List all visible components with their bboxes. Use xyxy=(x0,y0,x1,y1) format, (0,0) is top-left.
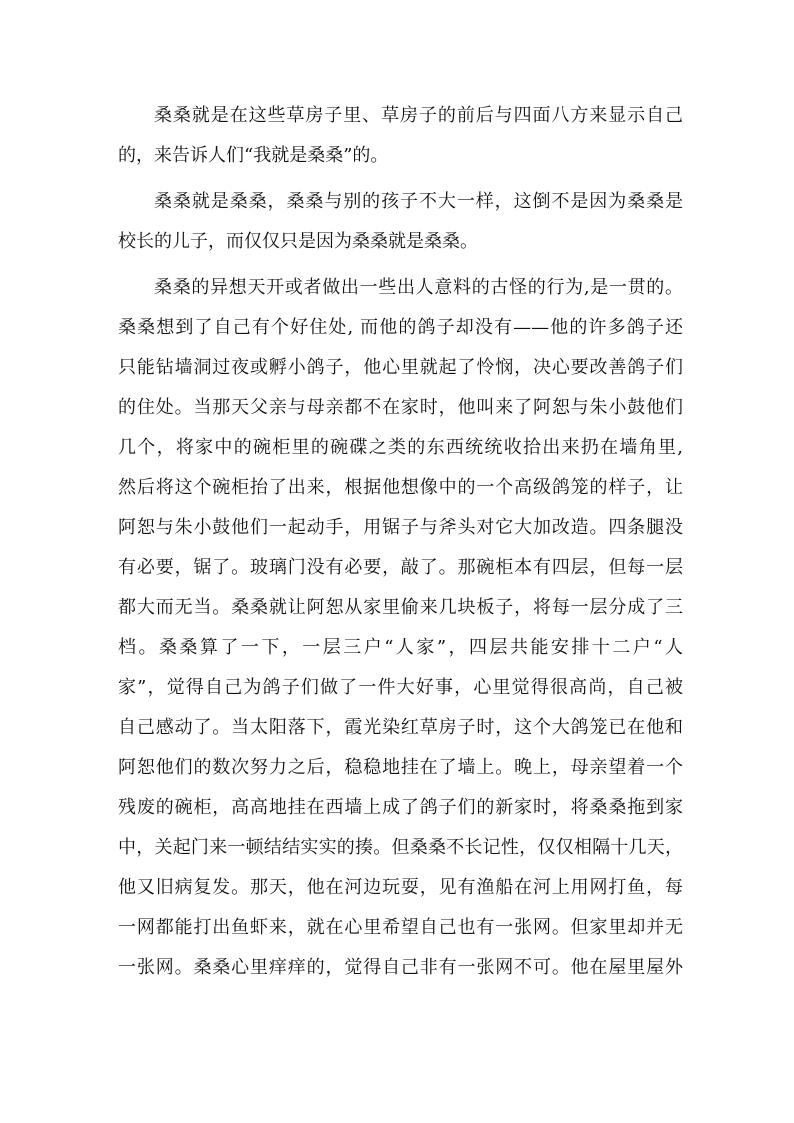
paragraph-1 xyxy=(118,96,683,176)
text-line: 中，关起门来一顿结结实实的揍。但桑桑不长记性，仅仅相隔十几天， xyxy=(118,837,683,858)
text-line: 档。桑桑算了一下，一层三户“人家”，四层共能安排十二户“人 xyxy=(118,637,683,658)
paragraph-2 xyxy=(118,182,683,262)
text-line: 阿恕他们的数次努力之后，稳稳地挂在了墙上。晚上，母亲望着一个 xyxy=(118,757,683,778)
text-line: 有必要，锯了。玻璃门没有必要，敲了。那碗柜本有四层，但每一层 xyxy=(118,557,683,578)
text-line: 桑桑就是桑桑，桑桑与别的孩子不大一样，这倒不是因为桑桑是 xyxy=(154,191,683,212)
text-line: 桑桑的异想天开或者做出一些出人意料的古怪的行为,是一贯的。 xyxy=(154,277,683,298)
text-line: 自己感动了。当太阳落下，霞光染红草房子时，这个大鸽笼已在他和 xyxy=(118,717,683,738)
body-text xyxy=(118,96,683,988)
text-line: 校长的儿子，而仅仅只是因为桑桑就是桑桑。 xyxy=(118,231,478,252)
text-line: 的住处。当那天父亲与母亲都不在家时，他叫来了阿恕与朱小鼓他们 xyxy=(118,397,683,418)
paragraph-3 xyxy=(118,268,683,988)
text-line: 桑桑就是在这些草房子里、草房子的前后与四面八方来显示自己 xyxy=(154,105,683,126)
text-line: 一网都能打出鱼虾来，就在心里希望自己也有一张网。但家里却并无 xyxy=(118,917,683,938)
text-line: 阿恕与朱小鼓他们一起动手，用锯子与斧头对它大加改造。四条腿没 xyxy=(118,517,683,538)
text-line: 只能钻墙洞过夜或孵小鸽子，他心里就起了怜悯，决心要改善鸽子们 xyxy=(118,357,683,378)
text-line: 一张网。桑桑心里痒痒的，觉得自己非有一张网不可。他在屋里屋外 xyxy=(118,957,683,978)
text-line: 都大而无当。桑桑就让阿恕从家里偷来几块板子，将每一层分成了三 xyxy=(118,597,683,618)
text-line: 残废的碗柜，高高地挂在西墙上成了鸽子们的新家时，将桑桑拖到家 xyxy=(118,797,683,818)
text-line: 他又旧病复发。那天，他在河边玩耍，见有渔船在河上用网打鱼，每 xyxy=(118,877,683,898)
text-line: 几个，将家中的碗柜里的碗碟之类的东西统统收拾出来扔在墙角里, xyxy=(118,437,683,458)
text-line: 的，来告诉人们“我就是桑桑”的。 xyxy=(118,145,389,166)
text-line: 家”，觉得自己为鸽子们做了一件大好事，心里觉得很高尚，自己被 xyxy=(118,677,683,698)
text-line: 桑桑想到了自己有个好住处, 而他的鸽子却没有——他的许多鸽子还 xyxy=(118,317,683,338)
text-line: 然后将这个碗柜抬了出来，根据他想像中的一个高级鸽笼的样子，让 xyxy=(118,477,683,498)
